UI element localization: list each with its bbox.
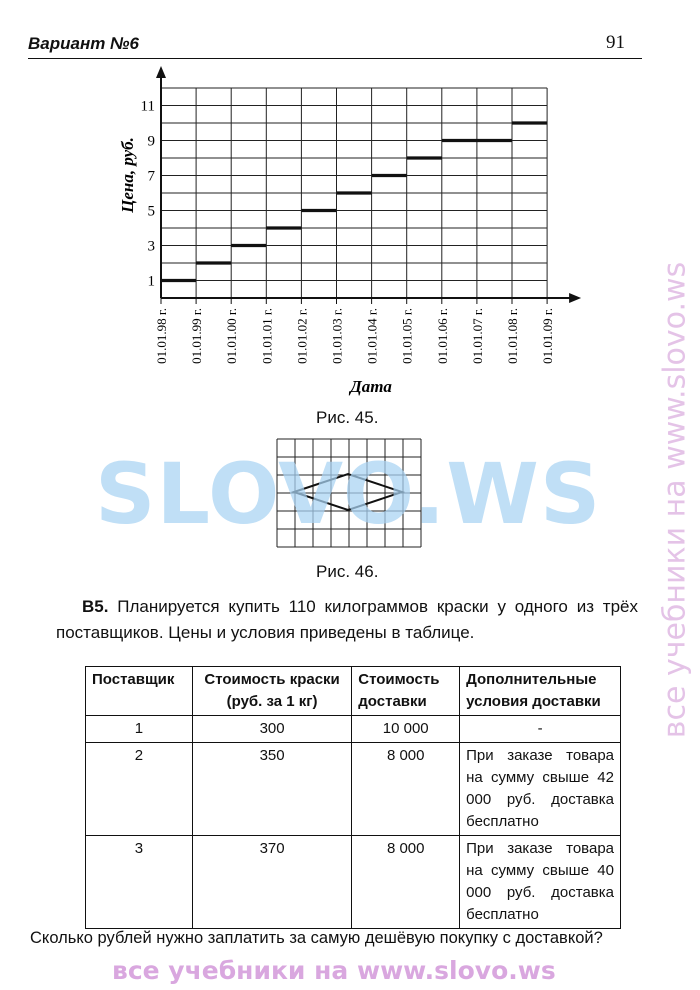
table-cell: 350 bbox=[192, 743, 351, 836]
y-tick-label: 1 bbox=[147, 273, 155, 290]
table-cell: 300 bbox=[192, 716, 351, 743]
variant-title: Вариант №6 bbox=[28, 34, 139, 53]
suppliers-table bbox=[85, 666, 621, 929]
x-tick-label: 01.01.09 г. bbox=[540, 308, 556, 364]
x-tick-label: 01.01.08 г. bbox=[505, 308, 520, 364]
y-tick-label: 5 bbox=[147, 203, 155, 220]
table-row bbox=[86, 743, 621, 836]
y-tick-label: 7 bbox=[147, 168, 155, 185]
table-cell: 2 bbox=[86, 743, 193, 836]
table-cell: При заказе товара на сумму свыше 40 000 руб. доставка бесплатно bbox=[460, 836, 621, 929]
y-tick-label: 11 bbox=[140, 98, 155, 115]
x-tick-label: 01.01.03 г. bbox=[329, 308, 345, 364]
x-tick-label: 01.01.02 г. bbox=[294, 308, 310, 364]
figure-45-caption: Рис. 45. bbox=[316, 408, 379, 427]
x-tick-label: 01.01.01 г. bbox=[259, 308, 275, 364]
watermark-bottom: все учебники на www.slovo.ws bbox=[112, 956, 556, 985]
header-divider bbox=[28, 58, 642, 59]
chart-y-tick-labels bbox=[141, 99, 156, 290]
table-cell: 10 000 bbox=[352, 716, 460, 743]
x-tick-label: 01.01.06 г. bbox=[434, 308, 450, 364]
table-header-cell: Поставщик bbox=[86, 667, 193, 716]
y-tick-label: 9 bbox=[147, 133, 155, 150]
figure-46-caption: Рис. 46. bbox=[316, 562, 379, 581]
chart-axes bbox=[156, 66, 581, 303]
chart-steps bbox=[161, 123, 547, 281]
table-header-cell: Стоимость краски (руб. за 1 кг) bbox=[192, 667, 351, 716]
table-header-cell: Стоимость доставки bbox=[352, 667, 460, 716]
x-tick-label: 01.01.98 г. bbox=[154, 308, 169, 364]
page-number: 91 bbox=[606, 32, 625, 53]
x-axis-label: Дата bbox=[350, 377, 392, 396]
table-header-row bbox=[86, 667, 621, 716]
table-row bbox=[86, 836, 621, 929]
table-row bbox=[86, 716, 621, 743]
y-tick-label: 3 bbox=[147, 238, 155, 255]
y-axis-label: Цена, руб. bbox=[118, 137, 137, 213]
table-cell: 8 000 bbox=[352, 743, 460, 836]
table-cell: - bbox=[460, 716, 621, 743]
x-tick-label: 01.01.07 г. bbox=[469, 308, 485, 364]
question-text: Сколько рублей нужно заплатить за самую дешёвую покупку с доставкой? bbox=[30, 929, 603, 947]
table-cell: 3 bbox=[86, 836, 193, 929]
table-cell: 1 bbox=[86, 716, 193, 743]
x-tick-label: 01.01.00 г. bbox=[224, 308, 240, 364]
table-cell: 8 000 bbox=[352, 836, 460, 929]
chart-x-tick-labels bbox=[154, 298, 555, 364]
table-cell: При заказе товара на сумму свыше 42 000 руб. доставка бесплатно bbox=[460, 743, 621, 836]
x-tick-label: 01.01.99 г. bbox=[189, 308, 205, 364]
problem-text: Планируется купить 110 килограммов краски у одного из трёх поставщиков. Цены и условия приведены в таблице. bbox=[56, 597, 638, 642]
problem-label: В5. bbox=[82, 597, 109, 616]
table-cell: 370 bbox=[192, 836, 351, 929]
x-tick-label: 01.01.04 г. bbox=[364, 308, 380, 364]
watermark-vertical: все учебники на www.slovo.ws bbox=[657, 261, 693, 739]
problem-statement bbox=[56, 594, 638, 646]
watermark-slovo: SLOVO.WS bbox=[95, 445, 602, 543]
price-step-chart bbox=[0, 60, 600, 400]
x-axis-arrow bbox=[569, 293, 581, 303]
x-tick-label: 01.01.05 г. bbox=[399, 308, 415, 364]
y-axis-arrow bbox=[156, 66, 166, 78]
table-header-cell: Дополнительные условия доставки bbox=[460, 667, 621, 716]
